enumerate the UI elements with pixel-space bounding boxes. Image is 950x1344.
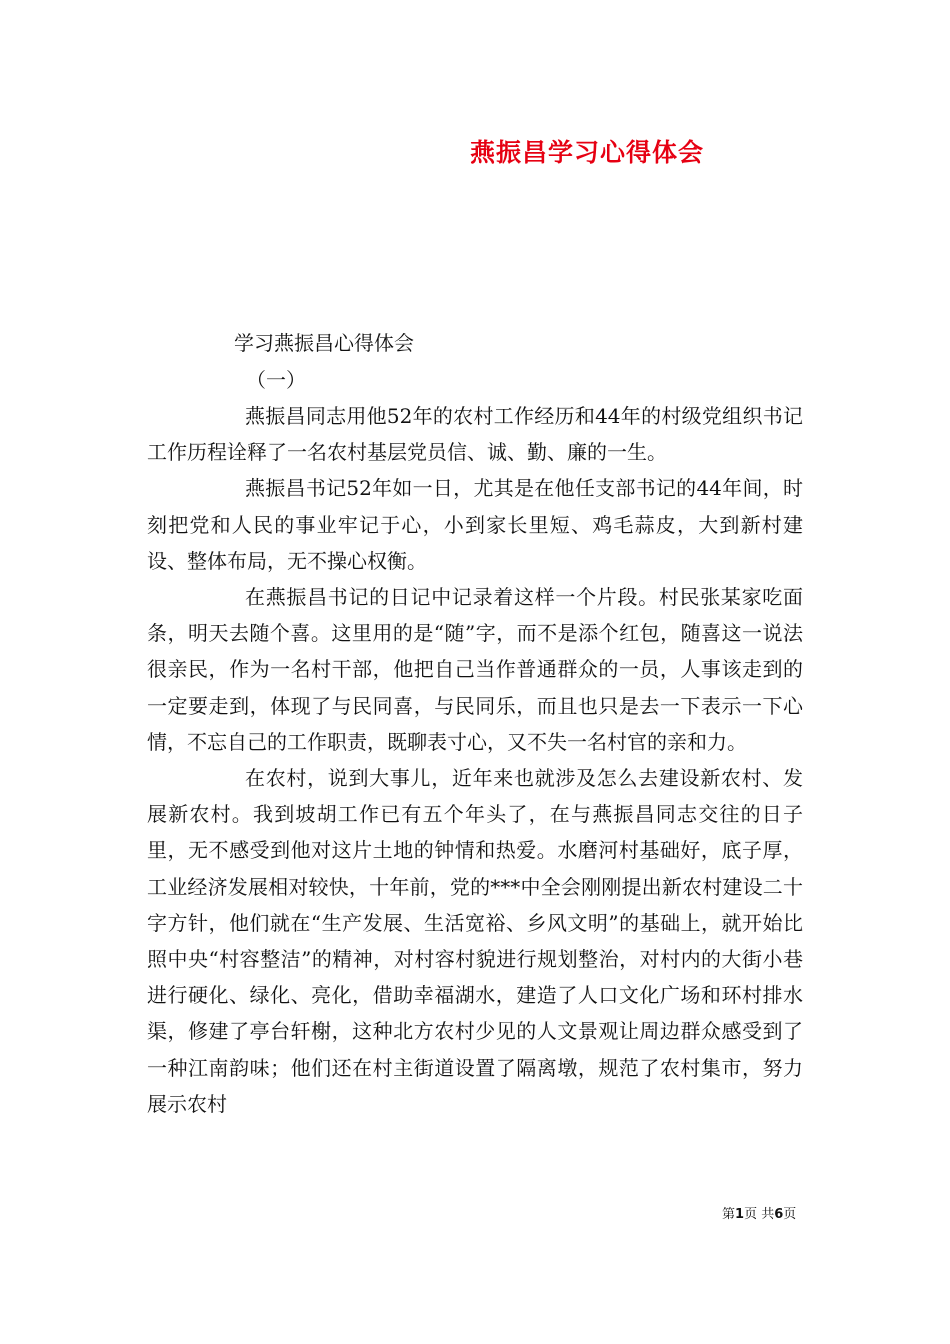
paragraph-2: 燕振昌书记52年如一日，尤其是在他任支部书记的44年间，时刻把党和人民的事业牢记于心，小到家长里短、鸡毛蒜皮，大到新村建设、整体布局，无不操心权衡。 xyxy=(147,476,803,573)
section-number: （一） xyxy=(246,368,306,392)
paragraph-1: 燕振昌同志用他52年的农村工作经历和44年的村级党组织书记工作历程诠释了一名农村基层党员信、诚、勤、廉的一生。 xyxy=(147,404,803,465)
article-body xyxy=(147,398,803,1122)
page-footer xyxy=(722,1203,796,1222)
paragraph-3: 在燕振昌书记的日记中记录着这样一个片段。村民张某家吃面条，明天去随个喜。这里用的是“随”字，而不是添个红包，随喜这一说法很亲民，作为一名村干部，他把自己当作普通群众的一员，人事该走到的一定要走到，体现了与民同喜，与民同乐，而且也只是去一下表示一下心情，不忘自己的工作职责，既聊表寸心，又不失一名村官的亲和力。 xyxy=(147,585,803,754)
footer-prefix: 第 xyxy=(722,1207,736,1222)
document-title: 燕振昌学习心得体会 xyxy=(470,138,705,167)
footer-suffix: 页 xyxy=(783,1207,797,1222)
paragraph-4: 在农村，说到大事儿，近年来也就涉及怎么去建设新农村、发展新农村。我到坡胡工作已有五个年头了，在与燕振昌同志交往的日子里，无不感受到他对这片土地的钟情和热爱。水磨河村基础好，底子厚，工业经济发展相对较快，十年前，党的***中全会刚刚提出新农村建设二十字方针，他们就在“生产发展、生活宽裕、乡风文明”的基础上，就开始比照中央“村容整洁”的精神，对村容村貌进行规划整治，对村内的大街小巷进行硬化、绿化、亮化，借助幸福湖水，建造了人口文化广场和环村排水渠，修建了亭台轩榭，这种北方农村少见的人文景观让周边群众感受到了一种江南韵味；他们还在村主街道设置了隔离墩，规范了农村集市，努力展示农村 xyxy=(147,766,803,1116)
footer-middle: 页 共 xyxy=(744,1207,775,1222)
current-page-number: 1 xyxy=(735,1207,745,1222)
total-pages-number: 6 xyxy=(774,1207,784,1222)
article-subtitle: 学习燕振昌心得体会 xyxy=(234,331,414,355)
